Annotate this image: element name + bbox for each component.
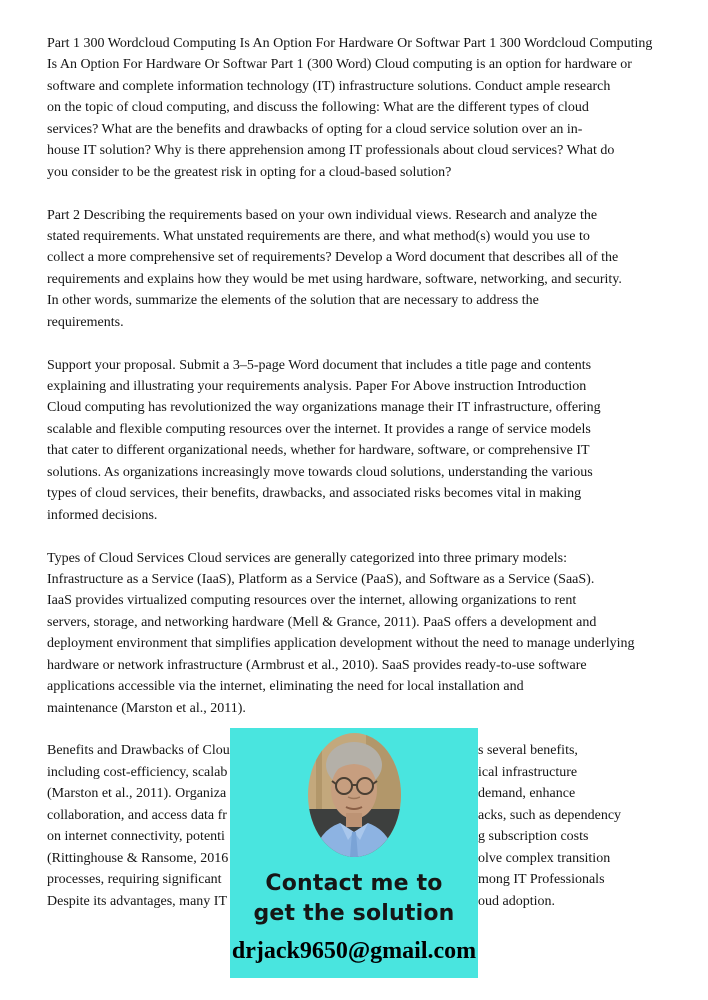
promo-heading-line1: Contact me to	[265, 871, 443, 896]
text-line: IaaS provides virtualized computing resources over the internet, allowing organizations to rent	[47, 593, 577, 609]
line-right-fragment: s several benefits,	[478, 743, 578, 759]
line-right-fragment: olve complex transition	[478, 850, 611, 866]
line-right-fragment: mong IT Professionals	[478, 872, 605, 888]
text-line: deployment environment that simplifies application development without the need to manage underlying	[47, 636, 635, 652]
text-line: Infrastructure as a Service (IaaS), Platform as a Service (PaaS), and Software as a Service (SaaS).	[47, 571, 595, 587]
line-right-fragment: g subscription costs	[478, 829, 589, 845]
text-line: types of cloud services, their benefits, drawbacks, and associated risks becomes vital in making	[47, 486, 582, 502]
promo-heading-line2: get the solution	[253, 901, 455, 926]
text-line: scalable and flexible computing resources over the internet. It provides a range of service models	[47, 421, 591, 437]
paragraph	[47, 355, 679, 527]
paragraph	[47, 33, 679, 183]
text-line: Part 1 300 Wordcloud Computing Is An Option For Hardware Or Softwar Part 1 300 Wordcloud Computing	[47, 36, 653, 51]
text-line: you consider to be the greatest risk in opting for a cloud-based solution?	[47, 164, 452, 180]
promo-overlay	[230, 728, 478, 978]
text-line: stated requirements. What unstated requirements are there, and what method(s) would you use to	[47, 228, 590, 244]
line-left-fragment: including cost-efficiency, scalab	[47, 764, 228, 780]
text-line: hardware or network infrastructure (Armbrust et al., 2010). SaaS provides ready-to-use software	[47, 657, 587, 673]
line-left-fragment: (Marston et al., 2011). Organiza	[47, 786, 227, 802]
text-line: on the topic of cloud computing, and discuss the following: What are the different types of cloud	[47, 100, 589, 116]
line-left-fragment: Benefits and Drawbacks of Clou	[47, 743, 230, 759]
promo-heading	[253, 869, 454, 929]
text-line: software and complete information technology (IT) infrastructure solutions. Conduct ample research	[47, 78, 611, 94]
text-line: that cater to different organizational needs, whether for hardware, software, or comprehensive IT	[47, 443, 590, 459]
text-line: Types of Cloud Services Cloud services are generally categorized into three primary models:	[47, 550, 567, 566]
text-line: services? What are the benefits and drawbacks of opting for a cloud service solution over an in-	[47, 121, 583, 137]
text-line: Is An Option For Hardware Or Softwar Part 1 (300 Word) Cloud computing is an option for hardware or	[47, 57, 632, 73]
line-left-fragment: Despite its advantages, many IT	[47, 893, 228, 909]
tutor-portrait-photo	[308, 733, 401, 857]
line-left-fragment: (Rittinghouse & Ransome, 2016	[47, 850, 229, 866]
text-line: informed decisions.	[47, 507, 158, 523]
line-right-fragment: ical infrastructure	[478, 764, 578, 780]
paragraph	[47, 548, 679, 720]
paragraph	[47, 205, 679, 334]
line-left-fragment: on internet connectivity, potenti	[47, 829, 225, 845]
text-line: collect a more comprehensive set of requirements? Develop a Word document that describes all of the	[47, 250, 619, 266]
portrait-illustration	[308, 733, 401, 857]
text-line: solutions. As organizations increasingly move towards cloud solutions, understanding the various	[47, 464, 593, 480]
line-right-fragment: demand, enhance	[478, 786, 576, 802]
promo-email: drjack9650@gmail.com	[231, 938, 477, 964]
text-line: Support your proposal. Submit a 3–5-page Word document that includes a title page and contents	[47, 357, 592, 373]
line-right-fragment: acks, such as dependency	[478, 807, 622, 823]
text-line: applications accessible via the internet, eliminating the need for local installation and	[47, 679, 524, 695]
line-left-fragment: collaboration, and access data fr	[47, 807, 227, 823]
text-line: requirements and explains how they would be met using hardware, software, networking, and security.	[47, 271, 622, 287]
text-line: servers, storage, and networking hardware (Mell & Grance, 2011). PaaS offers a development and	[47, 614, 597, 630]
text-line: requirements.	[47, 314, 124, 330]
text-line: explaining and illustrating your requirements analysis. Paper For Above instruction Introduction	[47, 379, 587, 394]
line-left-fragment: processes, requiring significant	[47, 872, 222, 888]
text-line: maintenance (Marston et al., 2011).	[47, 700, 246, 716]
text-line: Part 2 Describing the requirements based on your own individual views. Research and analyze the	[47, 207, 598, 223]
text-line: Cloud computing has revolutionized the way organizations manage their IT infrastructure, offering	[47, 400, 601, 416]
text-line: house IT solution? Why is there apprehension among IT professionals about cloud services? What do	[47, 143, 615, 159]
text-line: In other words, summarize the elements of the solution that are necessary to address the	[47, 293, 539, 309]
line-right-fragment: oud adoption.	[478, 893, 555, 909]
